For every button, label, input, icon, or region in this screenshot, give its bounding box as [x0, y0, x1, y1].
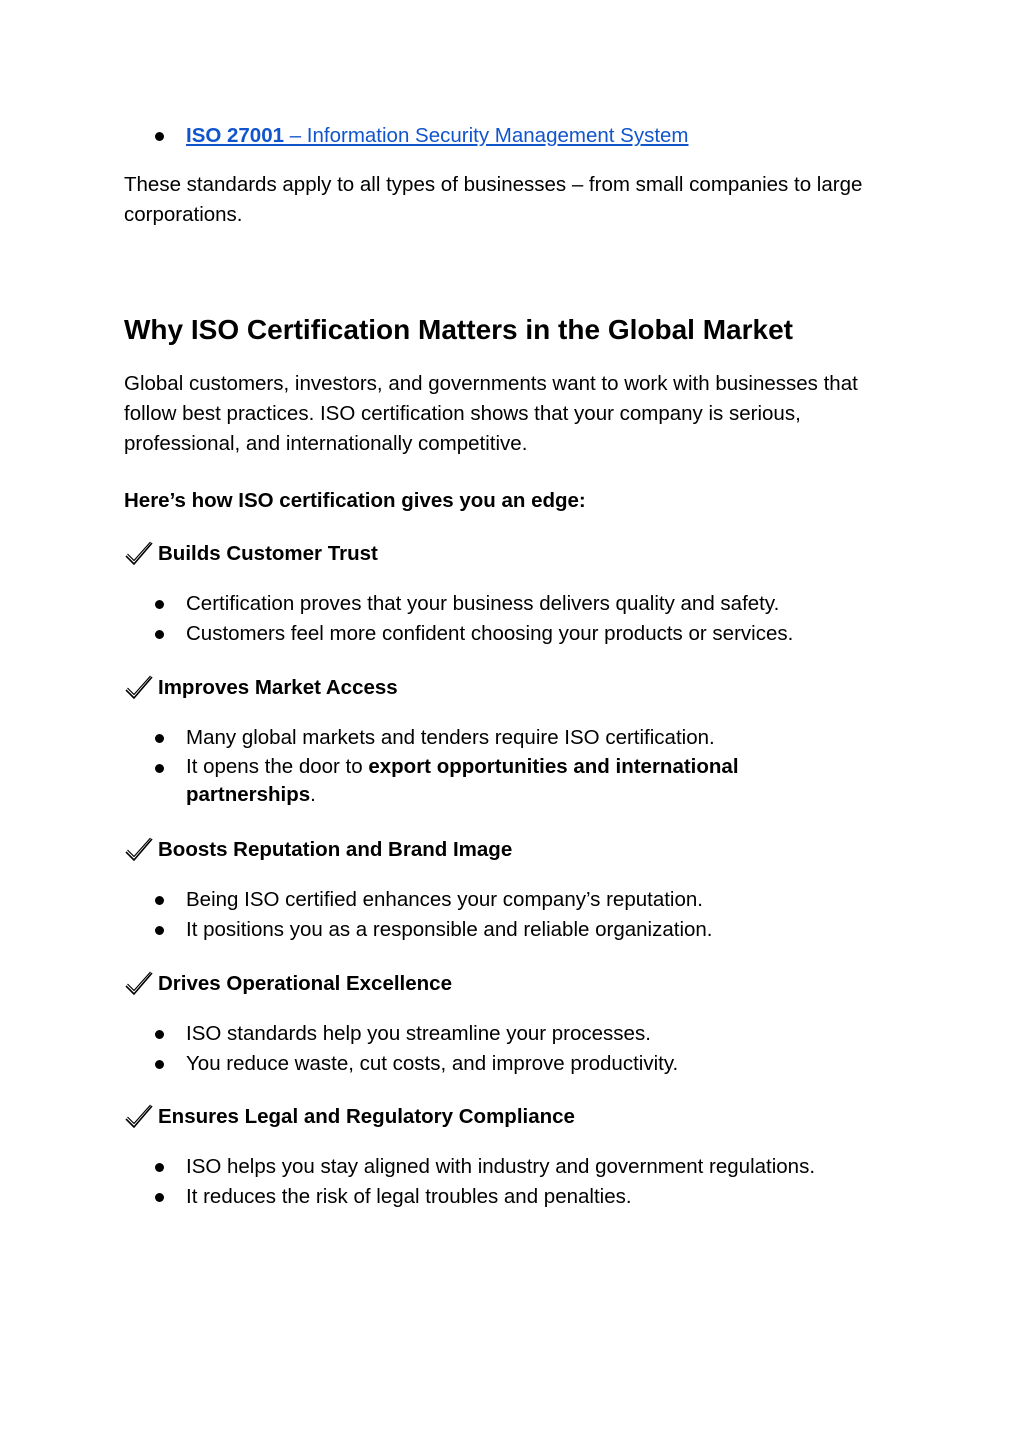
section-title-customer-trust [124, 539, 378, 569]
list-item: ISO standards help you streamline your processes. [155, 1019, 678, 1049]
section-title-market-access [124, 673, 398, 703]
bullet-dot [155, 132, 164, 141]
section-title-operational-excellence [124, 969, 452, 999]
section-title-legal-compliance [124, 1102, 575, 1132]
section-title-reputation [124, 835, 512, 865]
bullet-dot [155, 1193, 164, 1202]
list-item: Customers feel more confident choosing your products or services. [155, 619, 793, 649]
iso-27001-link[interactable]: ISO 27001 – Information Security Management System [186, 124, 689, 147]
body-paragraph: Global customers, investors, and governments want to work with businesses that follow best practices. ISO certification shows that your company is serious, professional, and internationally competitive. [124, 372, 858, 455]
market-access-list [155, 723, 795, 809]
section-title-text: Improves Market Access [158, 676, 398, 699]
legal-compliance-list [155, 1152, 815, 1212]
bullet-dot [155, 1163, 164, 1172]
bullet-dot [155, 630, 164, 639]
list-item: It positions you as a responsible and reliable organization. [155, 915, 713, 945]
bold-phrase: export opportunities and international partnerships [186, 755, 739, 806]
list-item: It opens the door to export opportunities and international partnerships. [155, 753, 795, 809]
bullet-dot [155, 926, 164, 935]
reputation-list [155, 885, 713, 945]
bullet-dot [155, 1060, 164, 1069]
customer-trust-list [155, 589, 793, 649]
list-item: ISO helps you stay aligned with industry and government regulations. [155, 1152, 815, 1182]
standards-list [155, 121, 689, 151]
list-item: It reduces the risk of legal troubles and penalties. [155, 1182, 815, 1212]
check-mark-icon [124, 675, 154, 701]
check-mark-icon [124, 837, 154, 863]
bullet-dot [155, 1030, 164, 1039]
operational-excellence-list [155, 1019, 678, 1079]
check-mark-icon [124, 971, 154, 997]
check-mark-icon [124, 541, 154, 567]
section-title-text: Ensures Legal and Regulatory Compliance [158, 1105, 575, 1128]
list-item: You reduce waste, cut costs, and improve productivity. [155, 1049, 678, 1079]
section-heading: Why ISO Certification Matters in the Global Market [124, 314, 793, 345]
check-mark-icon [124, 1104, 154, 1130]
list-item: Certification proves that your business delivers quality and safety. [155, 589, 793, 619]
section-title-text: Builds Customer Trust [158, 542, 378, 565]
list-item: Many global markets and tenders require ISO certification. [155, 723, 795, 753]
intro-paragraph: These standards apply to all types of businesses – from small companies to large corporations. [124, 173, 863, 226]
list-item [155, 121, 689, 151]
section-title-text: Boosts Reputation and Brand Image [158, 838, 513, 861]
list-item: Being ISO certified enhances your company’s reputation. [155, 885, 713, 915]
edge-subheading: Here’s how ISO certification gives you an edge: [124, 489, 586, 512]
bullet-dot [155, 896, 164, 905]
bullet-dot [155, 764, 164, 773]
section-title-text: Drives Operational Excellence [158, 972, 452, 995]
bullet-dot [155, 734, 164, 743]
bullet-dot [155, 600, 164, 609]
